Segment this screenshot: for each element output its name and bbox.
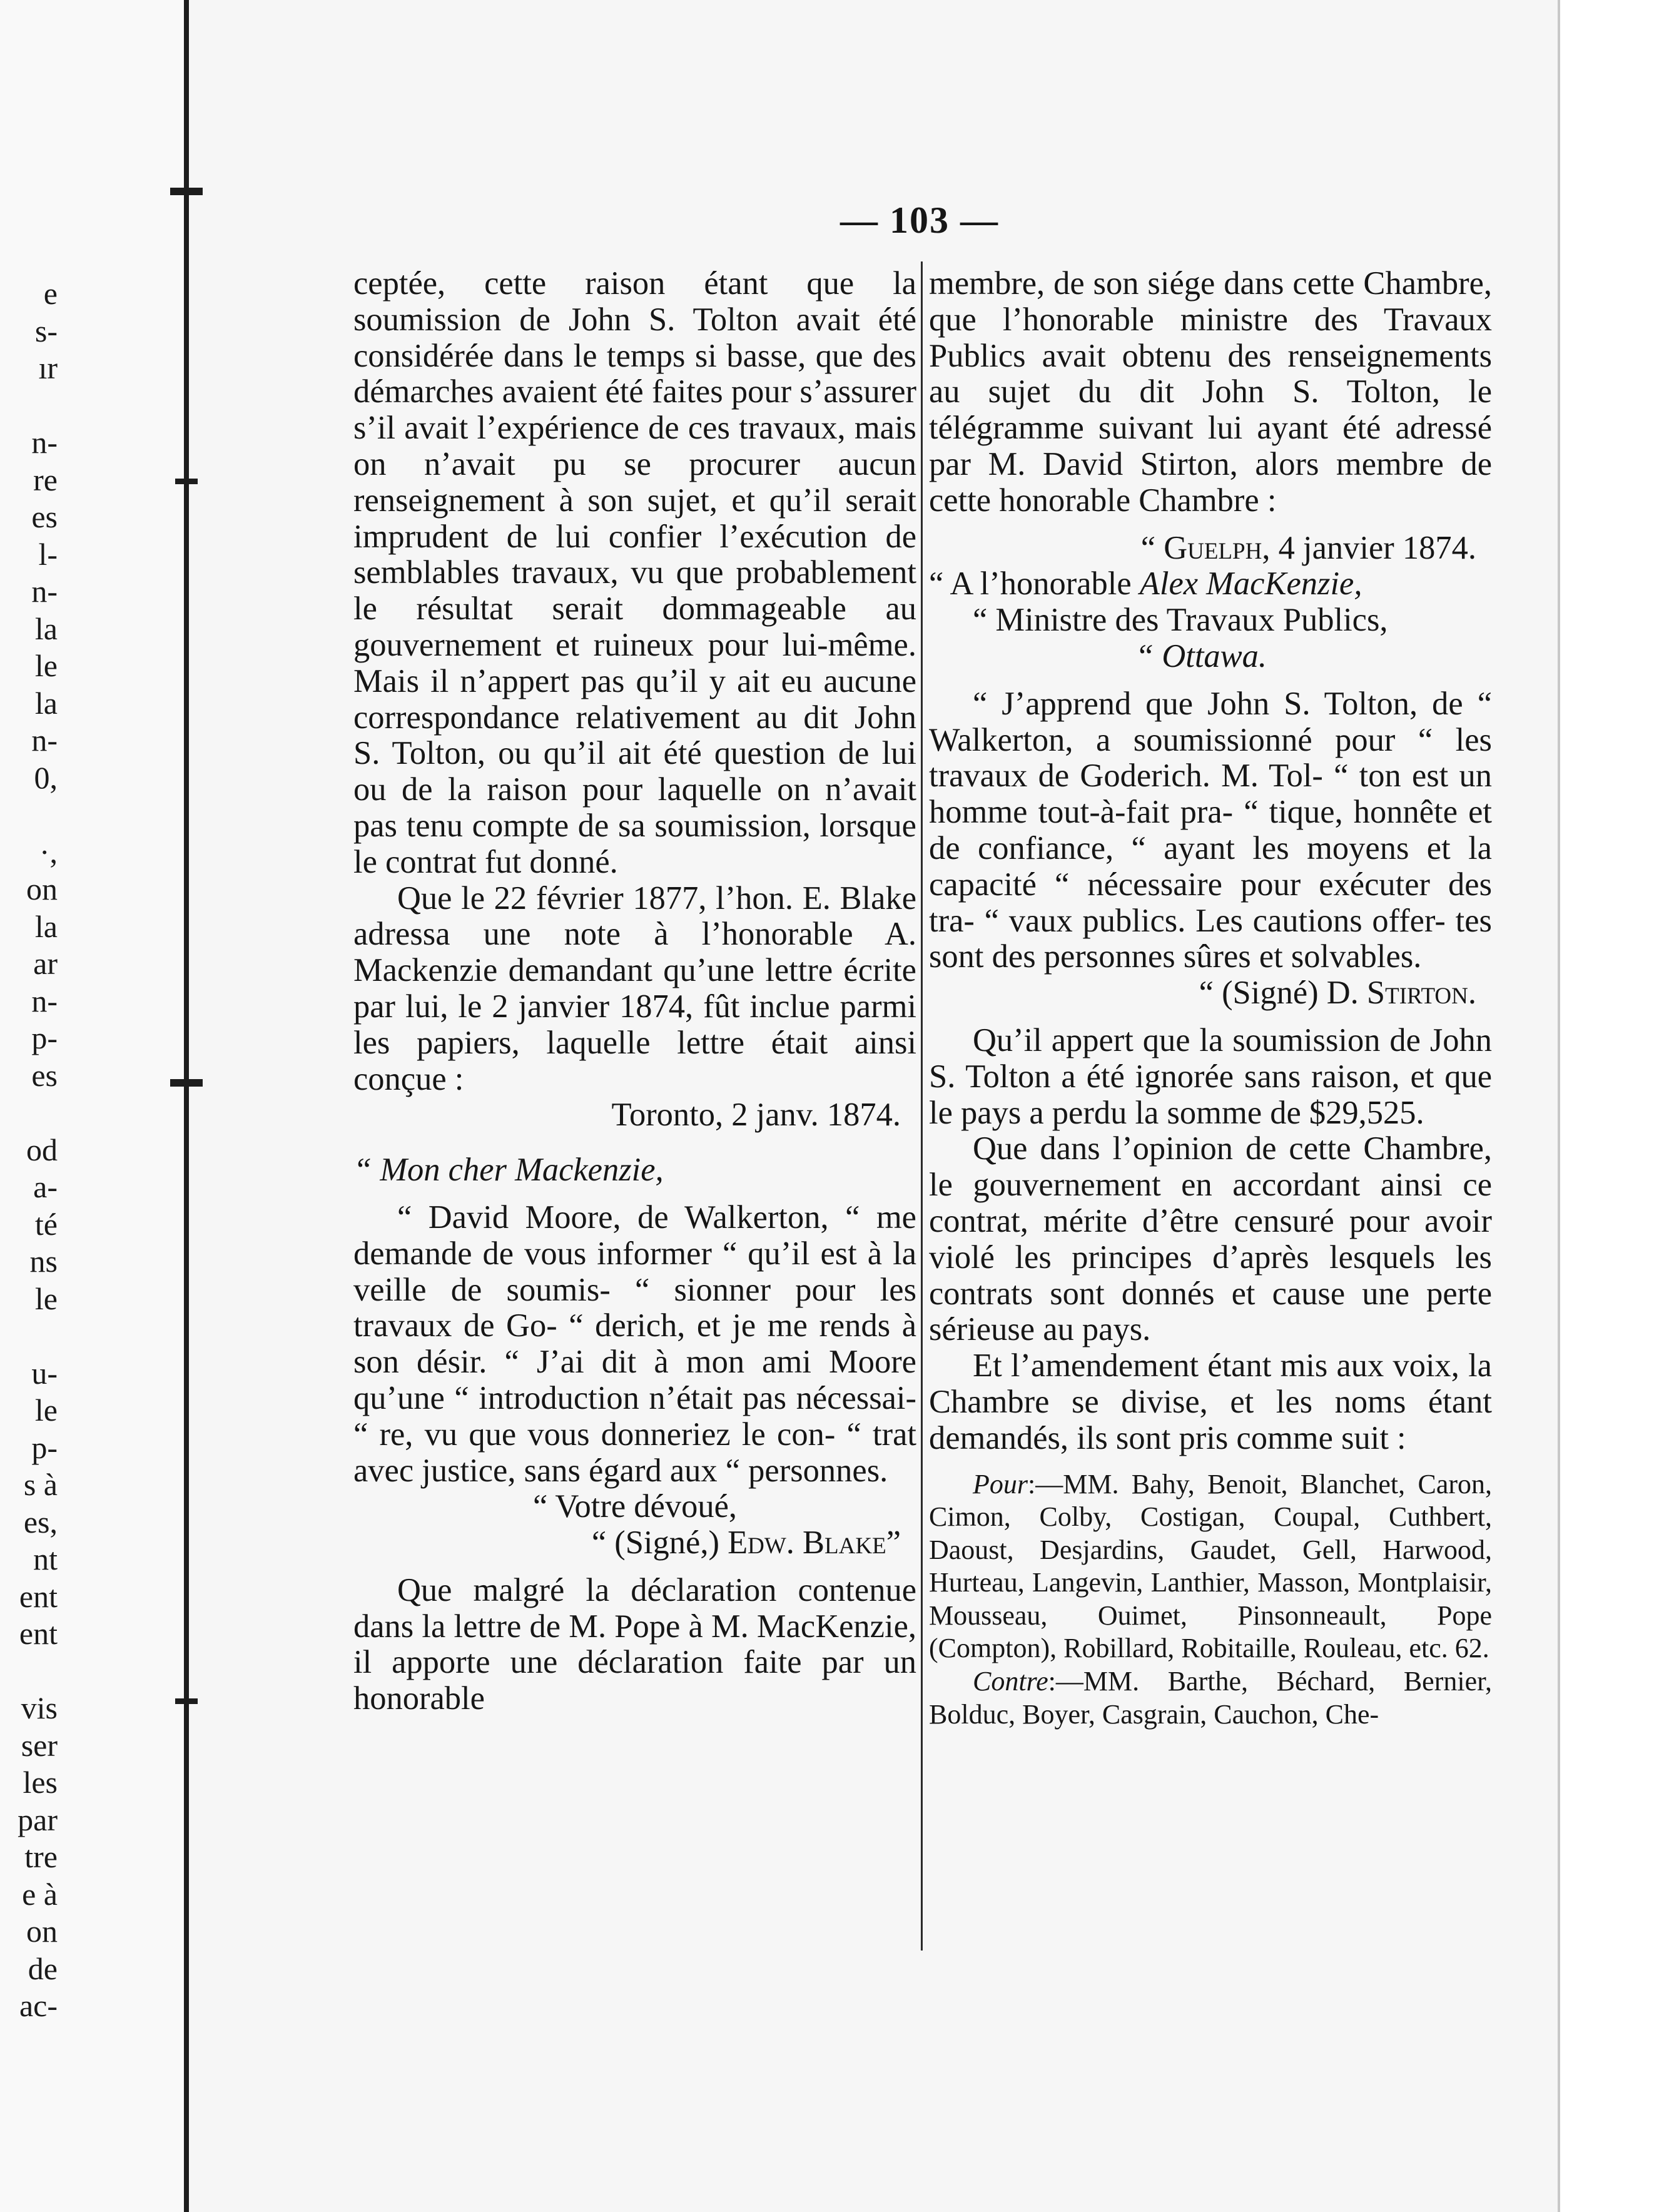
binding-stitch [170,188,203,195]
telegram-address-line: “ Ottawa. [1135,637,1267,674]
telegram-header: “ Guelph, 4 janvier 1874. [1140,529,1476,566]
binding-stitch [175,1698,198,1704]
book-spine [184,0,189,2212]
right-column [929,266,1492,1731]
paragraph: membre, de son siége dans cette Chambre, que l’honorable ministre des Travaux Publics avait obtenu des renseignements au sujet du dit John S. Tolton, le télégramme suivant lui ayant été adressé par M. David Stirton, alors membre de cette honorable Chambre : [929,265,1492,519]
paragraph: Qu’il appert que la soumission de John S. Tolton a été ignorée sans raison, et que le pays a perdu la somme de $29,525. [929,1022,1492,1131]
paragraph: Que malgré la déclaration contenue dans la lettre de M. Pope à M. MacKenzie, il apporte une déclaration faite par un honorable [353,1571,916,1717]
paragraph: Que dans l’opinion de cette Chambre, le gouvernement en accordant ainsi ce contrat, mérite d’être censuré pour avoir violé les principes d’après lesquels les contrats sont donnés et cause une perte sérieuse au pays. [929,1130,1492,1348]
paragraph: Et l’amendement étant mis aux voix, la Chambre se divise, et les noms étant demandés, ils sont pris comme suit : [929,1347,1492,1456]
page-number: — 103 — [840,200,999,241]
vote-against-list: Contre:—MM. Barthe, Béchard, Bernier, Bolduc, Boyer, Casgrain, Cauchon, Che- [929,1666,1492,1730]
left-page-text-fragment: e s- ır n- re es l- n- la le la n- 0, ·, on la ar n- p- es od a- té ns le u- le p- s à es, nt ent ent vis ser les par tre e à on de ac- [18,276,58,2023]
letter-closing: “ Votre dévoué, [532,1488,738,1525]
telegram-body: “ J’apprend que John S. Tolton, de “ Walkerton, a soumissionné pour “ les travaux de Goderich. M. Tol- “ ton est un homme tout-à-fait pra- “ tique, honnête et de confiance, “ ayant les moyens et la capacité “ nécessaire pour exécuter des tra- “ vaux publics. Les cautions offer- tes sont des personnes sûres et solvables. [929,685,1492,975]
letter-date: Toronto, 2 janv. 1874. [611,1097,901,1134]
telegram-signature: “ (Signé) D. Stirton. [1199,975,1476,1012]
telegram-address-line: “ A l’honorable Alex MacKenzie, [929,566,1362,602]
paragraph: Que le 22 février 1877, l’hon. E. Blake adressa une note à l’honorable A. Mackenzie demandant qu’une lettre écrite par lui, le 2 janvier 1874, fût inclue parmi les papiers, laquelle lettre était ainsi conçue : [353,880,916,1097]
column-divider [921,261,923,1951]
vote-for-list: Pour:—MM. Bahy, Benoit, Blanchet, Caron, Cimon, Colby, Costigan, Coupal, Cuthbert, Daoust, Desjardins, Gaudet, Gell, Harwood, Hurteau, Langevin, Lanthier, Masson, Montplaisir, Mousseau, Ouimet, Pinsonneault, Pope (Compton), Robillard, Robitaille, Rouleau, etc. 62. [929,1468,1492,1664]
paragraph: ceptée, cette raison étant que la soumission de John S. Tolton avait été considérée dans le temps si basse, que des démarches avaient été faites pour s’assurer s’il avait l’expérience de ces travaux, mais on n’avait pu se procurer aucun renseignement à son sujet, et qu’il serait imprudent de lui confier l’exécution de semblables travaux, vu que probablement le résultat serait dommageable au gouvernement et ruineux pour lui-même. Mais il n’appert pas qu’il y ait eu aucune correspondance relativement au dit John S. Tolton, ou qu’il ait été question de lui ou de la raison pour laquelle on n’avait pas tenu compte de sa soumission, lorsque le contrat fut donné. [353,265,916,880]
letter-salutation: “ Mon cher Mackenzie, [353,1152,664,1189]
binding-stitch [175,479,198,484]
left-column [353,266,916,1717]
telegram-address-line: “ Ministre des Travaux Publics, [973,602,1388,639]
adjacent-left-page [0,0,188,2212]
letter-body: “ David Moore, de Walkerton, “ me demande de vous informer “ qu’il est à la veille de soumis- “ sionner pour les travaux de Go- “ derich, et je me rends à son désir. “ J’ai dit à mon ami Moore qu’une “ introduction n’était pas nécessai- “ re, vu que vous donneriez le con- “ trat avec justice, sans égard aux “ personnes. [353,1199,916,1489]
page-right-margin [1558,0,1679,2212]
letter-signature: “ (Signé,) Edw. Blake” [591,1525,901,1561]
binding-stitch [170,1079,203,1087]
